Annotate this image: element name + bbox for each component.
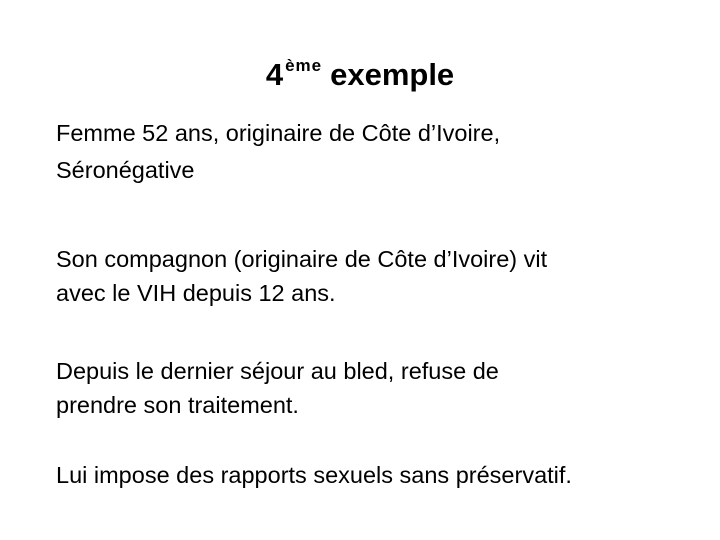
paragraph-line: Depuis le dernier séjour au bled, refuse de bbox=[56, 358, 499, 384]
paragraph-line: prendre son traitement. bbox=[56, 392, 299, 418]
paragraph-line: avec le VIH depuis 12 ans. bbox=[56, 280, 336, 306]
paragraph-line: Lui impose des rapports sexuels sans préservatif. bbox=[56, 462, 572, 488]
paragraph-relations bbox=[56, 457, 696, 494]
paragraph-line: Séronégative bbox=[56, 157, 195, 183]
title-superscript: ème bbox=[285, 56, 323, 75]
paragraph-partner bbox=[56, 242, 696, 310]
paragraph-treatment bbox=[56, 354, 696, 422]
title-number: 4 bbox=[265, 57, 284, 92]
paragraph-line: Son compagnon (originaire de Côte d’Ivoire) vit bbox=[56, 246, 548, 272]
paragraph-patient bbox=[56, 115, 696, 189]
title-word: exemple bbox=[330, 57, 455, 92]
paragraph-line: Femme 52 ans, originaire de Côte d’Ivoire, bbox=[56, 120, 501, 146]
slide-title bbox=[0, 46, 720, 95]
